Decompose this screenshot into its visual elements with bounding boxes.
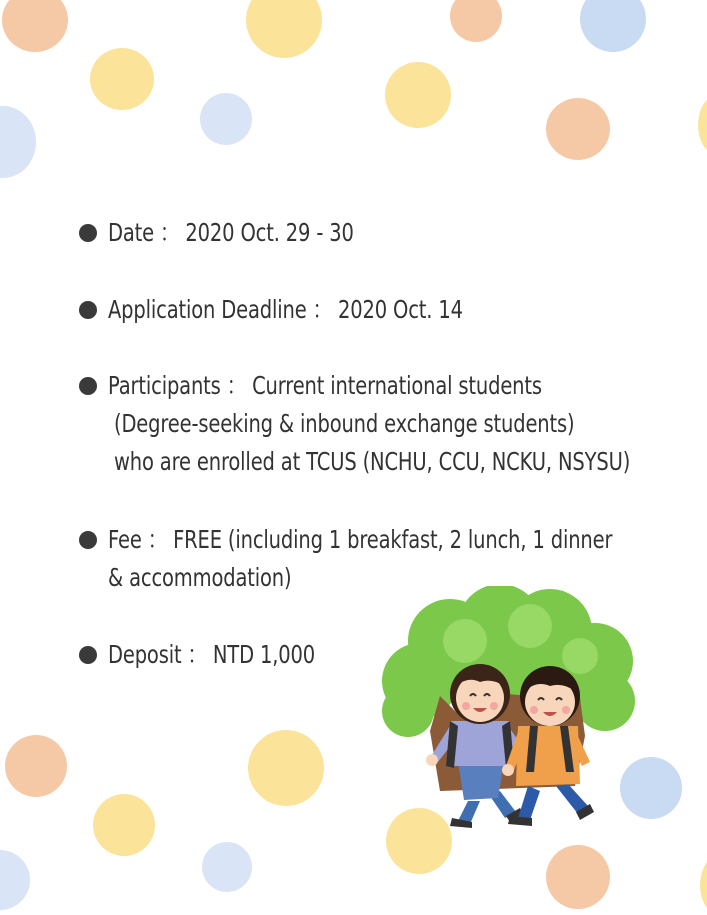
info-text: Participants ： Current international students bbox=[108, 371, 542, 400]
bullet-icon bbox=[79, 531, 97, 549]
bullet-icon bbox=[79, 377, 97, 395]
decorative-dot bbox=[246, 0, 322, 58]
info-text: Date ： 2020 Oct. 29 - 30 bbox=[108, 218, 354, 247]
decorative-dot bbox=[450, 0, 502, 42]
students-walking-illustration bbox=[380, 586, 636, 834]
decorative-dot bbox=[202, 842, 252, 892]
info-text: who are enrolled at TCUS (NCHU, CCU, NCKU, NSYSU) bbox=[114, 447, 631, 476]
decorative-dot bbox=[0, 850, 30, 910]
info-text: Fee ： FREE (including 1 breakfast, 2 lunch, 1 dinner bbox=[108, 525, 613, 554]
decorative-dot bbox=[698, 95, 707, 155]
decorative-dot bbox=[2, 0, 68, 52]
info-text: Application Deadline ： 2020 Oct. 14 bbox=[108, 295, 463, 324]
bullet-icon bbox=[79, 301, 97, 319]
decorative-dot bbox=[580, 0, 646, 52]
decorative-dot bbox=[0, 106, 36, 178]
bullet-icon bbox=[79, 646, 97, 664]
decorative-dot bbox=[248, 730, 324, 806]
decorative-dot bbox=[385, 62, 451, 128]
info-text: (Degree-seeking & inbound exchange students) bbox=[114, 409, 575, 438]
decorative-dot bbox=[546, 845, 610, 909]
info-text: & accommodation) bbox=[108, 563, 292, 592]
decorative-dot bbox=[200, 93, 252, 145]
info-text: Deposit ： NTD 1,000 bbox=[108, 640, 316, 669]
decorative-dot bbox=[5, 735, 67, 797]
bullet-icon bbox=[79, 224, 97, 242]
decorative-dot bbox=[546, 98, 610, 160]
decorative-dot bbox=[93, 794, 155, 856]
decorative-dot bbox=[700, 855, 707, 915]
decorative-dot bbox=[90, 48, 154, 110]
